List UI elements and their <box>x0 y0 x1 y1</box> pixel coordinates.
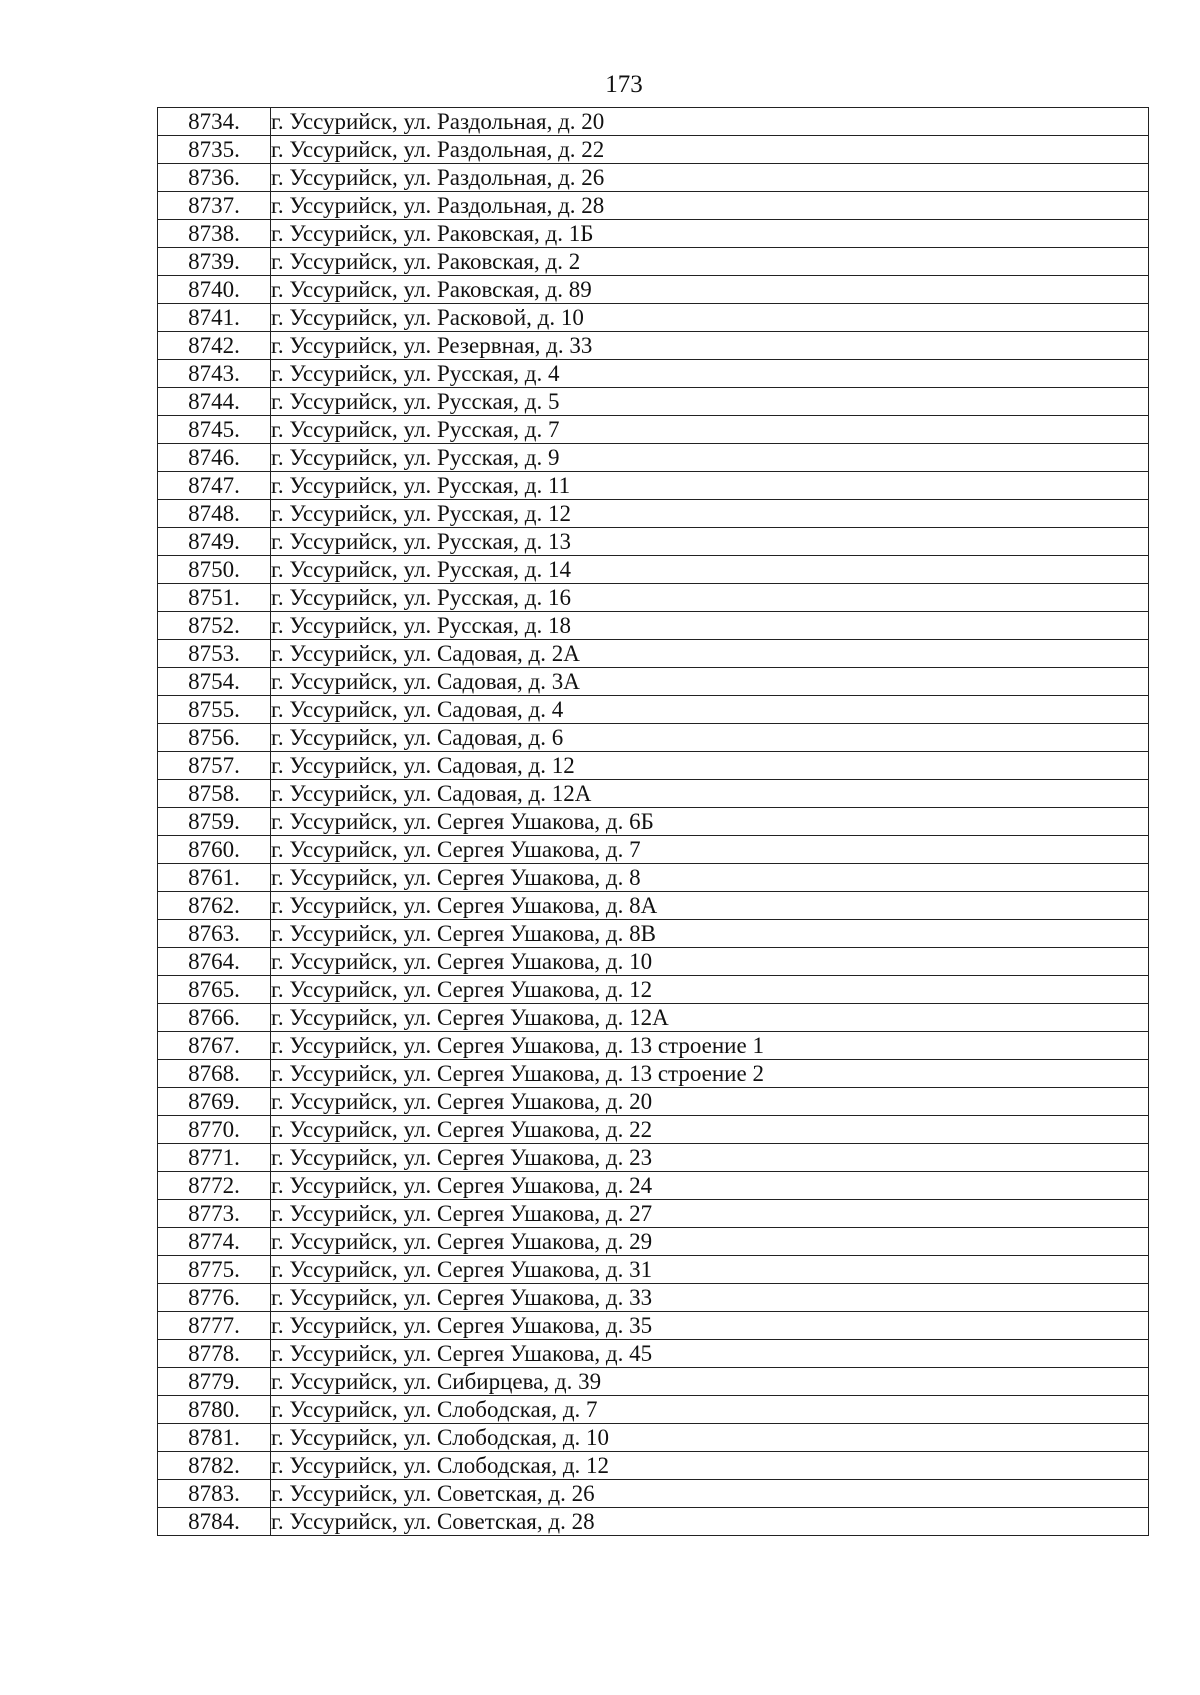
table-row <box>158 1228 1149 1256</box>
row-number: 8741. <box>158 304 271 332</box>
table-row <box>158 584 1149 612</box>
row-address: г. Уссурийск, ул. Сергея Ушакова, д. 6Б <box>271 808 1149 836</box>
row-address: г. Уссурийск, ул. Русская, д. 7 <box>271 416 1149 444</box>
row-number: 8747. <box>158 472 271 500</box>
row-number: 8759. <box>158 808 271 836</box>
row-number: 8739. <box>158 248 271 276</box>
row-address: г. Уссурийск, ул. Сергея Ушакова, д. 22 <box>271 1116 1149 1144</box>
row-number: 8746. <box>158 444 271 472</box>
row-address: г. Уссурийск, ул. Слободская, д. 12 <box>271 1452 1149 1480</box>
row-number: 8781. <box>158 1424 271 1452</box>
table-row <box>158 444 1149 472</box>
row-number: 8776. <box>158 1284 271 1312</box>
row-address: г. Уссурийск, ул. Резервная, д. 33 <box>271 332 1149 360</box>
row-address: г. Уссурийск, ул. Сергея Ушакова, д. 29 <box>271 1228 1149 1256</box>
row-number: 8771. <box>158 1144 271 1172</box>
row-address: г. Уссурийск, ул. Сергея Ушакова, д. 27 <box>271 1200 1149 1228</box>
table-row <box>158 360 1149 388</box>
row-number: 8737. <box>158 192 271 220</box>
row-address: г. Уссурийск, ул. Сергея Ушакова, д. 33 <box>271 1284 1149 1312</box>
row-address: г. Уссурийск, ул. Садовая, д. 2А <box>271 640 1149 668</box>
row-address: г. Уссурийск, ул. Раздольная, д. 22 <box>271 136 1149 164</box>
row-address: г. Уссурийск, ул. Сергея Ушакова, д. 12А <box>271 1004 1149 1032</box>
row-number: 8782. <box>158 1452 271 1480</box>
row-number: 8738. <box>158 220 271 248</box>
row-address: г. Уссурийск, ул. Раковская, д. 2 <box>271 248 1149 276</box>
table-row <box>158 416 1149 444</box>
row-number: 8736. <box>158 164 271 192</box>
row-number: 8765. <box>158 976 271 1004</box>
table-row <box>158 108 1149 136</box>
row-number: 8760. <box>158 836 271 864</box>
address-table-body <box>158 108 1149 1536</box>
row-number: 8784. <box>158 1508 271 1536</box>
row-address: г. Уссурийск, ул. Русская, д. 5 <box>271 388 1149 416</box>
table-row <box>158 500 1149 528</box>
row-number: 8749. <box>158 528 271 556</box>
table-row <box>158 1284 1149 1312</box>
row-address: г. Уссурийск, ул. Раздольная, д. 28 <box>271 192 1149 220</box>
row-number: 8764. <box>158 948 271 976</box>
table-row <box>158 1088 1149 1116</box>
row-address: г. Уссурийск, ул. Слободская, д. 7 <box>271 1396 1149 1424</box>
row-number: 8777. <box>158 1312 271 1340</box>
table-row <box>158 780 1149 808</box>
row-number: 8766. <box>158 1004 271 1032</box>
table-row <box>158 1172 1149 1200</box>
table-row <box>158 304 1149 332</box>
row-address: г. Уссурийск, ул. Сергея Ушакова, д. 8В <box>271 920 1149 948</box>
row-address: г. Уссурийск, ул. Русская, д. 9 <box>271 444 1149 472</box>
row-number: 8734. <box>158 108 271 136</box>
table-row <box>158 1452 1149 1480</box>
row-address: г. Уссурийск, ул. Сергея Ушакова, д. 8 <box>271 864 1149 892</box>
table-row <box>158 1508 1149 1536</box>
row-address: г. Уссурийск, ул. Сергея Ушакова, д. 7 <box>271 836 1149 864</box>
table-row <box>158 528 1149 556</box>
table-row <box>158 836 1149 864</box>
row-address: г. Уссурийск, ул. Сергея Ушакова, д. 12 <box>271 976 1149 1004</box>
row-address: г. Уссурийск, ул. Сергея Ушакова, д. 24 <box>271 1172 1149 1200</box>
row-address: г. Уссурийск, ул. Сергея Ушакова, д. 23 <box>271 1144 1149 1172</box>
table-row <box>158 1340 1149 1368</box>
row-number: 8748. <box>158 500 271 528</box>
row-address: г. Уссурийск, ул. Слободская, д. 10 <box>271 1424 1149 1452</box>
table-row <box>158 948 1149 976</box>
row-number: 8740. <box>158 276 271 304</box>
row-number: 8773. <box>158 1200 271 1228</box>
row-address: г. Уссурийск, ул. Раздольная, д. 26 <box>271 164 1149 192</box>
table-row <box>158 332 1149 360</box>
row-number: 8756. <box>158 724 271 752</box>
table-row <box>158 136 1149 164</box>
table-row <box>158 808 1149 836</box>
row-address: г. Уссурийск, ул. Советская, д. 26 <box>271 1480 1149 1508</box>
table-row <box>158 752 1149 780</box>
table-row <box>158 668 1149 696</box>
row-number: 8762. <box>158 892 271 920</box>
row-address: г. Уссурийск, ул. Расковой, д. 10 <box>271 304 1149 332</box>
row-number: 8770. <box>158 1116 271 1144</box>
table-row <box>158 1396 1149 1424</box>
table-row <box>158 1060 1149 1088</box>
row-number: 8743. <box>158 360 271 388</box>
row-address: г. Уссурийск, ул. Сергея Ушакова, д. 45 <box>271 1340 1149 1368</box>
table-row <box>158 696 1149 724</box>
row-address: г. Уссурийск, ул. Раковская, д. 89 <box>271 276 1149 304</box>
table-row <box>158 1032 1149 1060</box>
table-row <box>158 1256 1149 1284</box>
row-address: г. Уссурийск, ул. Садовая, д. 12А <box>271 780 1149 808</box>
row-number: 8780. <box>158 1396 271 1424</box>
row-number: 8772. <box>158 1172 271 1200</box>
row-address: г. Уссурийск, ул. Сергея Ушакова, д. 13 строение 2 <box>271 1060 1149 1088</box>
table-row <box>158 388 1149 416</box>
table-row <box>158 248 1149 276</box>
row-number: 8779. <box>158 1368 271 1396</box>
table-row <box>158 556 1149 584</box>
row-number: 8752. <box>158 612 271 640</box>
row-address: г. Уссурийск, ул. Сергея Ушакова, д. 35 <box>271 1312 1149 1340</box>
row-address: г. Уссурийск, ул. Русская, д. 18 <box>271 612 1149 640</box>
row-number: 8775. <box>158 1256 271 1284</box>
row-number: 8744. <box>158 388 271 416</box>
table-row <box>158 1424 1149 1452</box>
row-address: г. Уссурийск, ул. Русская, д. 13 <box>271 528 1149 556</box>
row-address: г. Уссурийск, ул. Русская, д. 12 <box>271 500 1149 528</box>
table-row <box>158 612 1149 640</box>
row-number: 8758. <box>158 780 271 808</box>
row-address: г. Уссурийск, ул. Русская, д. 16 <box>271 584 1149 612</box>
row-address: г. Уссурийск, ул. Сергея Ушакова, д. 13 строение 1 <box>271 1032 1149 1060</box>
table-row <box>158 276 1149 304</box>
table-row <box>158 976 1149 1004</box>
table-row <box>158 1480 1149 1508</box>
row-number: 8745. <box>158 416 271 444</box>
row-address: г. Уссурийск, ул. Садовая, д. 6 <box>271 724 1149 752</box>
row-number: 8735. <box>158 136 271 164</box>
row-address: г. Уссурийск, ул. Раковская, д. 1Б <box>271 220 1149 248</box>
row-number: 8763. <box>158 920 271 948</box>
row-address: г. Уссурийск, ул. Русская, д. 11 <box>271 472 1149 500</box>
row-address: г. Уссурийск, ул. Сибирцева, д. 39 <box>271 1368 1149 1396</box>
row-address: г. Уссурийск, ул. Русская, д. 4 <box>271 360 1149 388</box>
table-row <box>158 724 1149 752</box>
page-number: 173 <box>605 71 643 98</box>
row-address: г. Уссурийск, ул. Раздольная, д. 20 <box>271 108 1149 136</box>
table-row <box>158 220 1149 248</box>
row-address: г. Уссурийск, ул. Садовая, д. 4 <box>271 696 1149 724</box>
table-row <box>158 472 1149 500</box>
table-row <box>158 192 1149 220</box>
row-number: 8778. <box>158 1340 271 1368</box>
table-row <box>158 1144 1149 1172</box>
table-row <box>158 920 1149 948</box>
row-address: г. Уссурийск, ул. Садовая, д. 12 <box>271 752 1149 780</box>
table-row <box>158 1116 1149 1144</box>
row-number: 8769. <box>158 1088 271 1116</box>
row-number: 8768. <box>158 1060 271 1088</box>
table-row <box>158 164 1149 192</box>
row-number: 8754. <box>158 668 271 696</box>
row-address: г. Уссурийск, ул. Садовая, д. 3А <box>271 668 1149 696</box>
row-address: г. Уссурийск, ул. Русская, д. 14 <box>271 556 1149 584</box>
row-address: г. Уссурийск, ул. Сергея Ушакова, д. 8А <box>271 892 1149 920</box>
table-row <box>158 1004 1149 1032</box>
table-row <box>158 1368 1149 1396</box>
row-number: 8774. <box>158 1228 271 1256</box>
row-address: г. Уссурийск, ул. Сергея Ушакова, д. 10 <box>271 948 1149 976</box>
row-number: 8761. <box>158 864 271 892</box>
row-number: 8742. <box>158 332 271 360</box>
row-address: г. Уссурийск, ул. Сергея Ушакова, д. 31 <box>271 1256 1149 1284</box>
address-table <box>157 107 1149 1536</box>
row-address: г. Уссурийск, ул. Советская, д. 28 <box>271 1508 1149 1536</box>
row-number: 8753. <box>158 640 271 668</box>
table-row <box>158 1312 1149 1340</box>
row-number: 8750. <box>158 556 271 584</box>
table-row <box>158 892 1149 920</box>
row-number: 8755. <box>158 696 271 724</box>
row-number: 8783. <box>158 1480 271 1508</box>
table-row <box>158 864 1149 892</box>
row-number: 8767. <box>158 1032 271 1060</box>
row-number: 8751. <box>158 584 271 612</box>
table-row <box>158 640 1149 668</box>
table-row <box>158 1200 1149 1228</box>
row-number: 8757. <box>158 752 271 780</box>
row-address: г. Уссурийск, ул. Сергея Ушакова, д. 20 <box>271 1088 1149 1116</box>
